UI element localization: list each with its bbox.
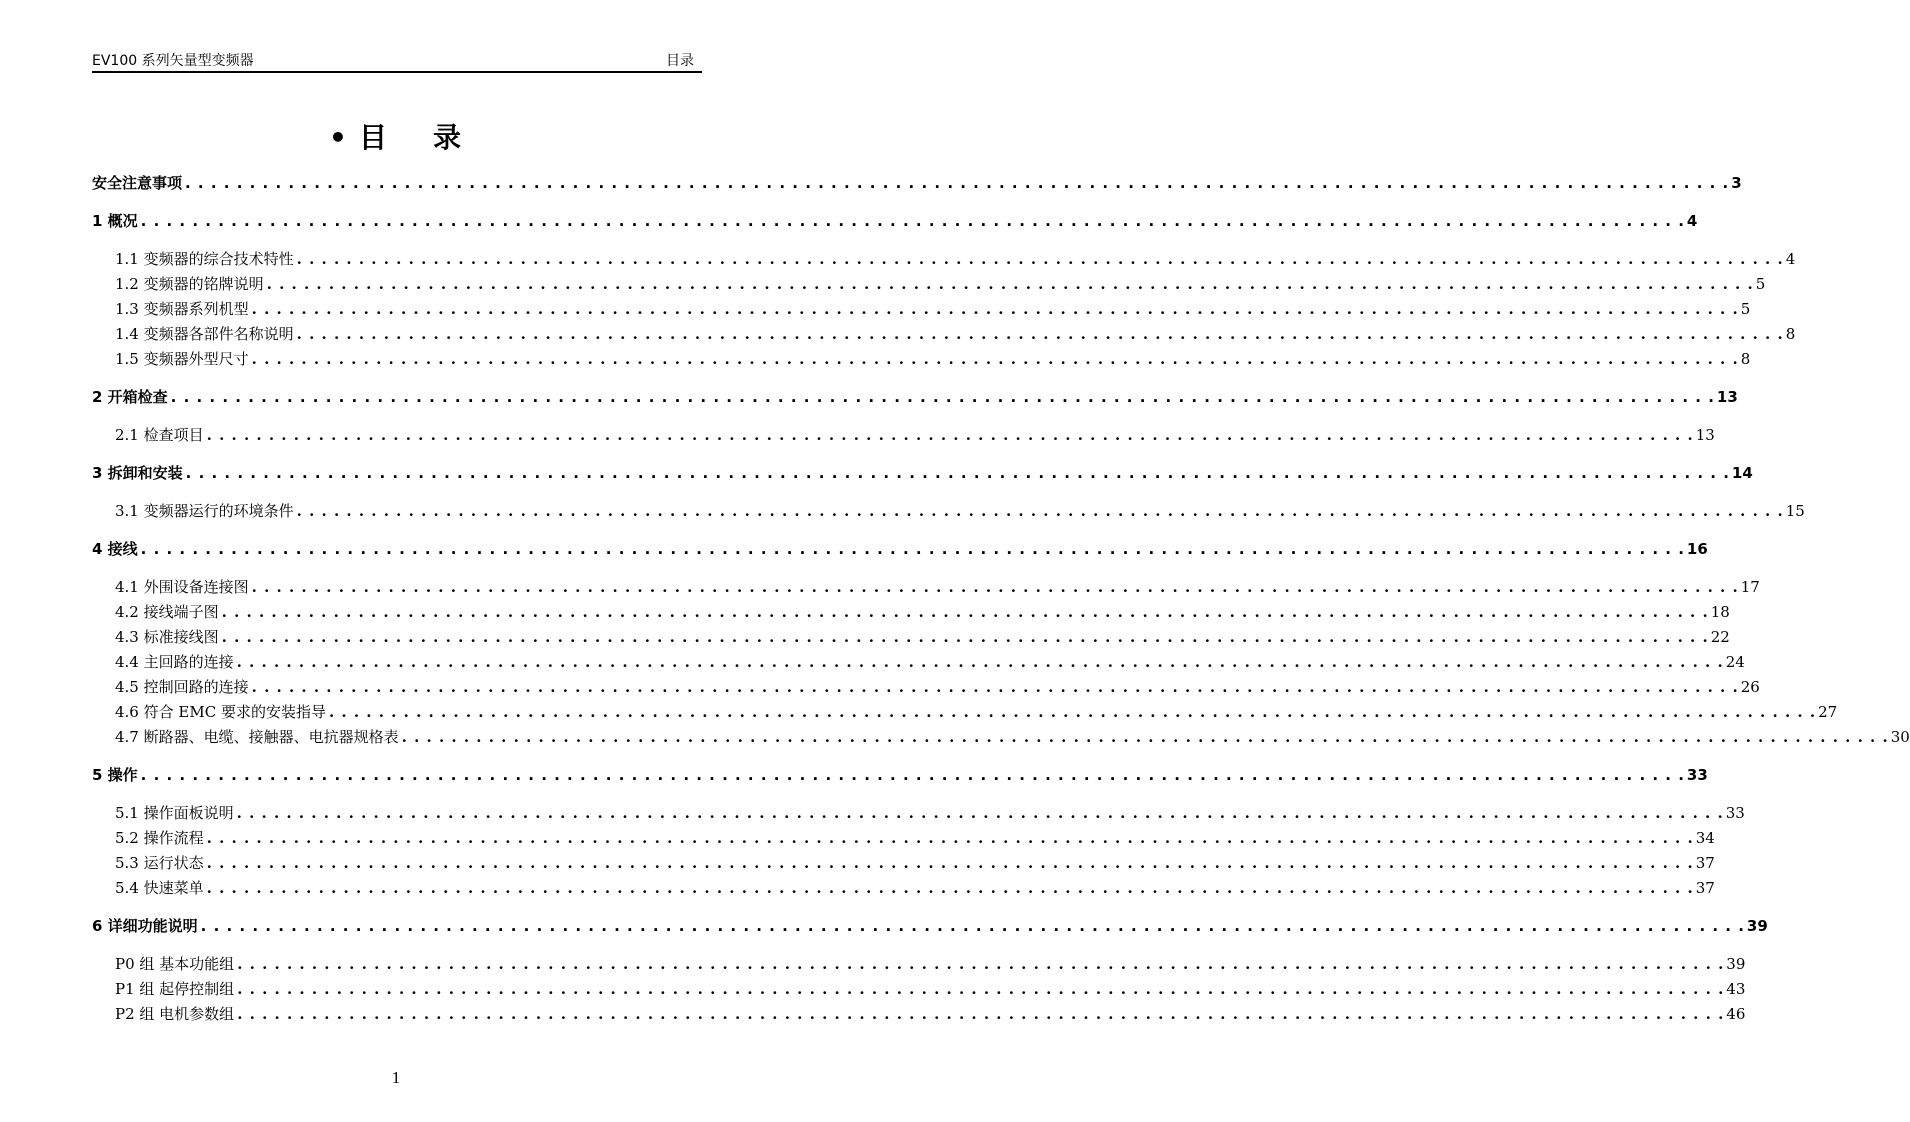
toc-section-entry[interactable]: [115, 726, 1910, 748]
toc-dot-leader: . . . . . . . . . . . . . . . . . . . . . . . . . . . . . . . . . . . . . . . . . . . . . . . . . . . . . . . . . . . . . . . . . . . . . . . . . . . . . . . . . . . . . . . . . . . . . . . . . . . . . . . . . . . . . . . . . . . . . . . .: [401, 728, 1889, 746]
toc-dot-leader: . . . . . . . . . . . . . . . . . . . . . . . . . . . . . . . . . . . . . . . . . . . . . . . . . . . . . . . . . . . . . . . . . . . . . . . . . . . . . . . . . . . . . . . . . . . . . . . . . . . . . . . . . . . . . . . . . . . . . . . .: [185, 464, 1730, 482]
toc-entry-title: 6 详细功能说明: [92, 917, 198, 935]
toc-section-entry[interactable]: [115, 273, 1766, 295]
toc-dot-leader: . . . . . . . . . . . . . . . . . . . . . . . . . . . . . . . . . . . . . . . . . . . . . . . . . . . . . . . . . . . . . . . . . . . . . . . . . . . . . . . . . . . . . . . . . . . . . . . . . . . . . . . . . . . . . . . . . . . . . . . .: [206, 854, 1694, 872]
toc-chapter-entry[interactable]: [92, 462, 1753, 484]
toc-dot-leader: . . . . . . . . . . . . . . . . . . . . . . . . . . . . . . . . . . . . . . . . . . . . . . . . . . . . . . . . . . . . . . . . . . . . . . . . . . . . . . . . . . . . . . . . . . . . . . . . . . . . . . . . . . . . . . . . . . . . . . . .: [251, 578, 1739, 596]
toc-page-number: 26: [1740, 678, 1760, 696]
toc-entry-title: 安全注意事项: [92, 174, 183, 192]
toc-entry-title: 5.4 快速菜单: [115, 879, 204, 897]
toc-section-entry[interactable]: [115, 676, 1760, 698]
toc-section-entry[interactable]: [115, 626, 1730, 648]
toc-dot-leader: . . . . . . . . . . . . . . . . . . . . . . . . . . . . . . . . . . . . . . . . . . . . . . . . . . . . . . . . . . . . . . . . . . . . . . . . . . . . . . . . . . . . . . . . . . . . . . . . . . . . . . . . . . . . . . . . . . . . . . . .: [251, 300, 1739, 318]
toc-page-number: 22: [1710, 628, 1730, 646]
toc-section-entry[interactable]: [115, 348, 1751, 370]
toc-page-number: 34: [1695, 829, 1715, 847]
toc-chapter-entry[interactable]: [92, 538, 1708, 560]
toc-page-number: 4: [1686, 212, 1698, 230]
toc-section-entry[interactable]: [115, 953, 1746, 975]
toc-dot-leader: . . . . . . . . . . . . . . . . . . . . . . . . . . . . . . . . . . . . . . . . . . . . . . . . . . . . . . . . . . . . . . . . . . . . . . . . . . . . . . . . . . . . . . . . . . . . . . . . . . . . . . . . . . . . . . . . . . . . . . . .: [200, 917, 1745, 935]
toc-dot-leader: . . . . . . . . . . . . . . . . . . . . . . . . . . . . . . . . . . . . . . . . . . . . . . . . . . . . . . . . . . . . . . . . . . . . . . . . . . . . . . . . . . . . . . . . . . . . . . . . . . . . . . . . . . . . . . . . . . . . . . . .: [237, 980, 1725, 998]
toc-dot-leader: . . . . . . . . . . . . . . . . . . . . . . . . . . . . . . . . . . . . . . . . . . . . . . . . . . . . . . . . . . . . . . . . . . . . . . . . . . . . . . . . . . . . . . . . . . . . . . . . . . . . . . . . . . . . . . . . . . . . . . . .: [206, 426, 1694, 444]
header-section-title: 目录: [666, 53, 694, 69]
toc-section-entry[interactable]: [115, 852, 1715, 874]
toc-page-number: 33: [1725, 804, 1745, 822]
toc-page-number: 16: [1686, 540, 1708, 558]
toc-section-entry[interactable]: [115, 576, 1760, 598]
toc-entry-title: 5.1 操作面板说明: [115, 804, 234, 822]
toc-page-number: 33: [1686, 766, 1708, 784]
toc-dot-leader: . . . . . . . . . . . . . . . . . . . . . . . . . . . . . . . . . . . . . . . . . . . . . . . . . . . . . . . . . . . . . . . . . . . . . . . . . . . . . . . . . . . . . . . . . . . . . . . . . . . . . . . . . . . . . . . . . . . . . . . .: [206, 879, 1694, 897]
toc-section-entry[interactable]: [115, 248, 1796, 270]
toc-entry-title: 4.7 断路器、电缆、接触器、电抗器规格表: [115, 728, 399, 746]
toc-page-number: 30: [1890, 728, 1910, 746]
toc-page-number: 15: [1785, 502, 1805, 520]
toc-entry-title: 1.5 变频器外型尺寸: [115, 350, 249, 368]
toc-section-entry[interactable]: [115, 701, 1838, 723]
toc-page-number: 5: [1755, 275, 1766, 293]
toc-entry-title: 4.2 接线端子图: [115, 603, 219, 621]
toc-dot-leader: . . . . . . . . . . . . . . . . . . . . . . . . . . . . . . . . . . . . . . . . . . . . . . . . . . . . . . . . . . . . . . . . . . . . . . . . . . . . . . . . . . . . . . . . . . . . . . . . . . . . . . . . . . . . . . . . . . . . . . . .: [206, 829, 1694, 847]
toc-section-entry[interactable]: [115, 651, 1745, 673]
toc-dot-leader: . . . . . . . . . . . . . . . . . . . . . . . . . . . . . . . . . . . . . . . . . . . . . . . . . . . . . . . . . . . . . . . . . . . . . . . . . . . . . . . . . . . . . . . . . . . . . . . . . . . . . . . . . . . . . . . . . . . . . . . .: [236, 804, 1724, 822]
toc-entry-title: 4.3 标准接线图: [115, 628, 219, 646]
toc-entry-title: 4.6 符合 EMC 要求的安装指导: [115, 703, 326, 721]
toc-page-number: 17: [1740, 578, 1760, 596]
toc-dot-leader: . . . . . . . . . . . . . . . . . . . . . . . . . . . . . . . . . . . . . . . . . . . . . . . . . . . . . . . . . . . . . . . . . . . . . . . . . . . . . . . . . . . . . . . . . . . . . . . . . . . . . . . . . . . . . . . . . . . . . . . .: [296, 250, 1784, 268]
toc-entry-title: 3 拆卸和安装: [92, 464, 183, 482]
toc-entry-title: 5 操作: [92, 766, 138, 784]
toc-section-entry[interactable]: [115, 978, 1746, 1000]
toc-page-number: 13: [1695, 426, 1715, 444]
toc-entry-title: 4 接线: [92, 540, 138, 558]
toc-dot-leader: . . . . . . . . . . . . . . . . . . . . . . . . . . . . . . . . . . . . . . . . . . . . . . . . . . . . . . . . . . . . . . . . . . . . . . . . . . . . . . . . . . . . . . . . . . . . . . . . . . . . . . . . . . . . . . . . . . . . . . . .: [251, 678, 1739, 696]
toc-section-entry[interactable]: [115, 827, 1715, 849]
header-document-title: EV100 系列矢量型变频器: [92, 53, 254, 69]
toc-page-number: 3: [1731, 174, 1742, 192]
toc-entry-title: 1.1 变频器的综合技术特性: [115, 250, 294, 268]
toc-dot-leader: . . . . . . . . . . . . . . . . . . . . . . . . . . . . . . . . . . . . . . . . . . . . . . . . . . . . . . . . . . . . . . . . . . . . . . . . . . . . . . . . . . . . . . . . . . . . . . . . . . . . . . . . . . . . . . . . . . . . . . . .: [237, 1005, 1725, 1023]
toc-dot-leader: . . . . . . . . . . . . . . . . . . . . . . . . . . . . . . . . . . . . . . . . . . . . . . . . . . . . . . . . . . . . . . . . . . . . . . . . . . . . . . . . . . . . . . . . . . . . . . . . . . . . . . . . . . . . . . . . . . . . . . . .: [140, 212, 1685, 230]
toc-dot-leader: . . . . . . . . . . . . . . . . . . . . . . . . . . . . . . . . . . . . . . . . . . . . . . . . . . . . . . . . . . . . . . . . . . . . . . . . . . . . . . . . . . . . . . . . . . . . . . . . . . . . . . . . . . . . . . . . . . . . . . . .: [266, 275, 1754, 293]
toc-dot-leader: . . . . . . . . . . . . . . . . . . . . . . . . . . . . . . . . . . . . . . . . . . . . . . . . . . . . . . . . . . . . . . . . . . . . . . . . . . . . . . . . . . . . . . . . . . . . . . . . . . . . . . . . . . . . . . . . . . . . . . . .: [251, 350, 1739, 368]
toc-dot-leader: . . . . . . . . . . . . . . . . . . . . . . . . . . . . . . . . . . . . . . . . . . . . . . . . . . . . . . . . . . . . . . . . . . . . . . . . . . . . . . . . . . . . . . . . . . . . . . . . . . . . . . . . . . . . . . . . . . . . . . . .: [140, 766, 1685, 784]
toc-page-number: 18: [1710, 603, 1730, 621]
toc-section-entry[interactable]: [115, 601, 1730, 623]
title-char-2: 录: [432, 121, 463, 154]
toc-dot-leader: . . . . . . . . . . . . . . . . . . . . . . . . . . . . . . . . . . . . . . . . . . . . . . . . . . . . . . . . . . . . . . . . . . . . . . . . . . . . . . . . . . . . . . . . . . . . . . . . . . . . . . . . . . . . . . . . . . . . . . . .: [328, 703, 1817, 721]
toc-section-entry[interactable]: [115, 500, 1805, 522]
toc-section-entry[interactable]: [115, 298, 1751, 320]
toc-dot-leader: . . . . . . . . . . . . . . . . . . . . . . . . . . . . . . . . . . . . . . . . . . . . . . . . . . . . . . . . . . . . . . . . . . . . . . . . . . . . . . . . . . . . . . . . . . . . . . . . . . . . . . . . . . . . . . . . . . . . . . . .: [170, 388, 1715, 406]
toc-entry-title: P1 组 起停控制组: [115, 980, 235, 998]
toc-page-number: 8: [1740, 350, 1751, 368]
page-number: 1: [391, 1068, 401, 1087]
toc-entry-title: 1.2 变频器的铭牌说明: [115, 275, 264, 293]
toc-section-entry[interactable]: [115, 424, 1715, 446]
toc-entry-title: 4.4 主回路的连接: [115, 653, 234, 671]
toc-entry-title: 5.2 操作流程: [115, 829, 204, 847]
toc-page-number: 39: [1746, 917, 1768, 935]
toc-page-number: 8: [1785, 325, 1796, 343]
toc-entry-title: 2.1 检查项目: [115, 426, 204, 444]
toc-chapter-entry[interactable]: [92, 210, 1698, 232]
toc-dot-leader: . . . . . . . . . . . . . . . . . . . . . . . . . . . . . . . . . . . . . . . . . . . . . . . . . . . . . . . . . . . . . . . . . . . . . . . . . . . . . . . . . . . . . . . . . . . . . . . . . . . . . . . . . . . . . . . . . . . . . . . .: [185, 174, 1730, 192]
toc-entry-title: 2 开箱检查: [92, 388, 168, 406]
toc-page-number: 37: [1695, 854, 1715, 872]
toc-entry-title: P2 组 电机参数组: [115, 1005, 235, 1023]
toc-page-number: 5: [1740, 300, 1751, 318]
toc-chapter-entry[interactable]: [92, 764, 1708, 786]
toc-page-number: 14: [1731, 464, 1753, 482]
toc-dot-leader: . . . . . . . . . . . . . . . . . . . . . . . . . . . . . . . . . . . . . . . . . . . . . . . . . . . . . . . . . . . . . . . . . . . . . . . . . . . . . . . . . . . . . . . . . . . . . . . . . . . . . . . . . . . . . . . . . . . . . . . .: [236, 653, 1724, 671]
toc-page-number: 4: [1785, 250, 1796, 268]
toc-dot-leader: . . . . . . . . . . . . . . . . . . . . . . . . . . . . . . . . . . . . . . . . . . . . . . . . . . . . . . . . . . . . . . . . . . . . . . . . . . . . . . . . . . . . . . . . . . . . . . . . . . . . . . . . . . . . . . . . . . . . . . . .: [296, 502, 1784, 520]
toc-section-entry[interactable]: [115, 1003, 1746, 1025]
toc-dot-leader: . . . . . . . . . . . . . . . . . . . . . . . . . . . . . . . . . . . . . . . . . . . . . . . . . . . . . . . . . . . . . . . . . . . . . . . . . . . . . . . . . . . . . . . . . . . . . . . . . . . . . . . . . . . . . . . . . . . . . . . .: [221, 628, 1709, 646]
toc-entry-title: 3.1 变频器运行的环境条件: [115, 502, 294, 520]
toc-dot-leader: . . . . . . . . . . . . . . . . . . . . . . . . . . . . . . . . . . . . . . . . . . . . . . . . . . . . . . . . . . . . . . . . . . . . . . . . . . . . . . . . . . . . . . . . . . . . . . . . . . . . . . . . . . . . . . . . . . . . . . . .: [140, 540, 1685, 558]
toc-chapter-entry[interactable]: [92, 172, 1742, 194]
toc-entry-title: 4.1 外围设备连接图: [115, 578, 249, 596]
toc-entry-title: 1.3 变频器系列机型: [115, 300, 249, 318]
toc-entry-title: P0 组 基本功能组: [115, 955, 235, 973]
toc-dot-leader: . . . . . . . . . . . . . . . . . . . . . . . . . . . . . . . . . . . . . . . . . . . . . . . . . . . . . . . . . . . . . . . . . . . . . . . . . . . . . . . . . . . . . . . . . . . . . . . . . . . . . . . . . . . . . . . . . . . . . . . .: [296, 325, 1784, 343]
toc-section-entry[interactable]: [115, 802, 1745, 824]
toc-page-number: 13: [1716, 388, 1738, 406]
toc-page-number: 43: [1726, 980, 1746, 998]
toc-page-number: 46: [1726, 1005, 1746, 1023]
toc-section-entry[interactable]: [115, 323, 1796, 345]
toc-entry-title: 1.4 变频器各部件名称说明: [115, 325, 294, 343]
toc-page-number: 37: [1695, 879, 1715, 897]
toc-page-number: 39: [1726, 955, 1746, 973]
title-bullet: •: [329, 121, 349, 154]
toc-chapter-entry[interactable]: [92, 386, 1738, 408]
toc-page-number: 27: [1818, 703, 1838, 721]
title-char-1: 目: [358, 121, 389, 154]
toc-entry-title: 5.3 运行状态: [115, 854, 204, 872]
toc-dot-leader: . . . . . . . . . . . . . . . . . . . . . . . . . . . . . . . . . . . . . . . . . . . . . . . . . . . . . . . . . . . . . . . . . . . . . . . . . . . . . . . . . . . . . . . . . . . . . . . . . . . . . . . . . . . . . . . . . . . . . . . .: [237, 955, 1725, 973]
toc-chapter-entry[interactable]: [92, 915, 1768, 937]
toc-page-number: 24: [1725, 653, 1745, 671]
toc-section-entry[interactable]: [115, 877, 1715, 899]
toc-entry-title: 1 概况: [92, 212, 138, 230]
toc-dot-leader: . . . . . . . . . . . . . . . . . . . . . . . . . . . . . . . . . . . . . . . . . . . . . . . . . . . . . . . . . . . . . . . . . . . . . . . . . . . . . . . . . . . . . . . . . . . . . . . . . . . . . . . . . . . . . . . . . . . . . . . .: [221, 603, 1709, 621]
toc-entry-title: 4.5 控制回路的连接: [115, 678, 249, 696]
